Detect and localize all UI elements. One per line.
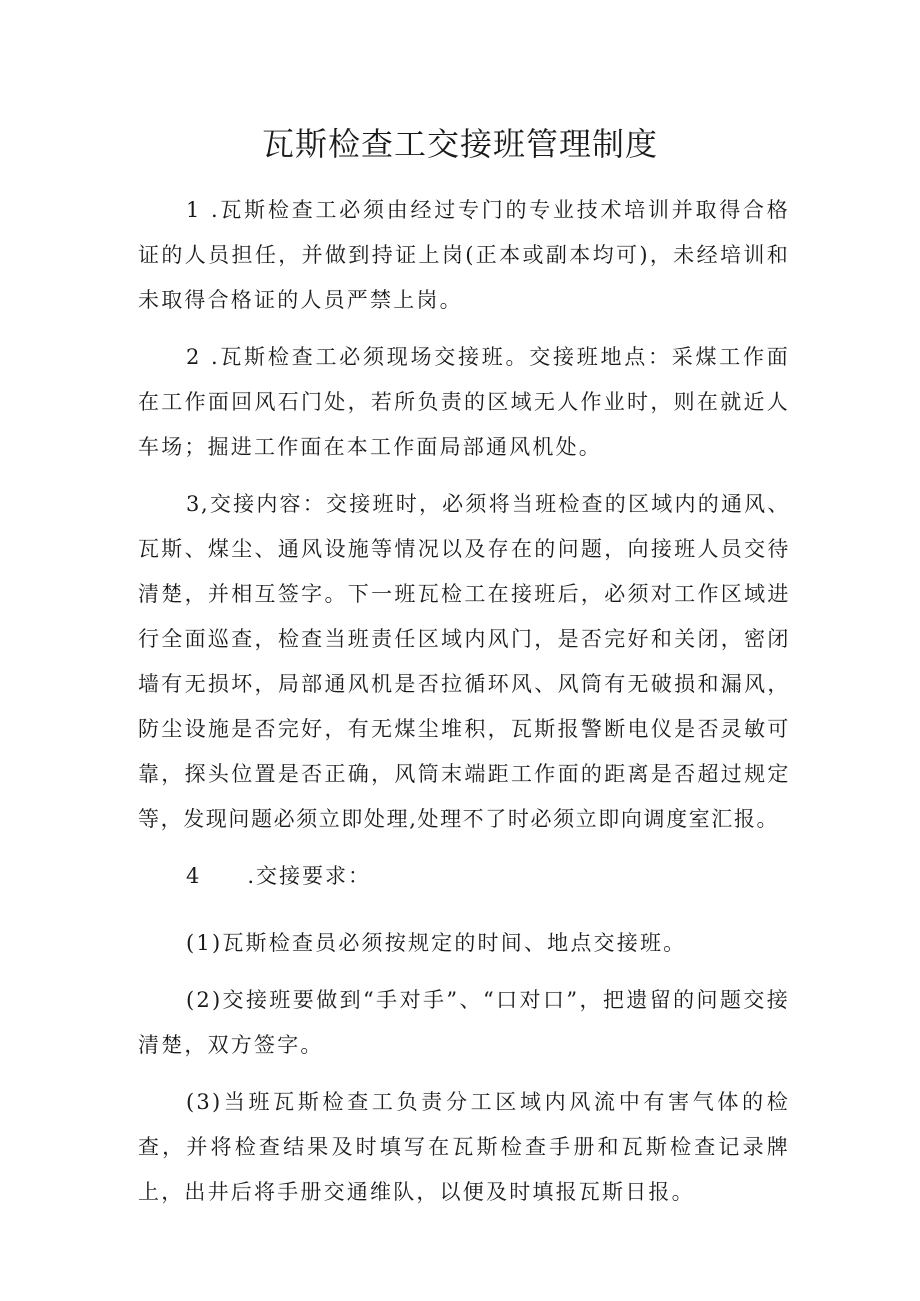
- requirement-item-2: (2)交接班要做到“手对手”、“口对口”，把遗留的问题交接清楚，双方签字。: [138, 988, 790, 1057]
- paragraph-1: 1 .瓦斯检查工必须由经过专门的专业技术培训并取得合格证的人员担任，并做到持证上岗(正本或副本均可)，未经培训和未取得合格证的人员严禁上岗。: [138, 198, 790, 312]
- document-title: 瓦斯检查工交接班管理制度: [261, 125, 658, 163]
- requirements-number: 4: [186, 864, 202, 888]
- requirement-item-1: (1)瓦斯检查员必须按规定的时间、地点交接班。: [186, 931, 687, 955]
- requirement-item-3: (3)当班瓦斯检查工负责分工区域内风流中有害气体的检查，并将检查结果及时填写在瓦斯检查手册和瓦斯检查记录牌上，出井后将手册交通维队，以便及时填报瓦斯日报。: [138, 1090, 790, 1204]
- paragraph-2: 2 .瓦斯检查工必须现场交接班。交接班地点：采煤工作面在工作面回风石门处，若所负责的区域无人作业时，则在就近人车场；掘进工作面在本工作面局部通风机处。: [138, 345, 790, 459]
- paragraph-3: 3,交接内容：交接班时，必须将当班检查的区域内的通风、瓦斯、煤尘、通风设施等情况以及存在的问题，向接班人员交待清楚，并相互签字。下一班瓦检工在接班后，必须对工作区域进行全面巡查，检查当班责任区域内风门，是否完好和关闭，密闭墙有无损坏，局部通风机是否拉循环风、风筒有无破损和漏风，防尘设施是否完好，有无煤尘堆积，瓦斯报警断电仪是否灵敏可靠，探头位置是否正确，风筒末端距工作面的距离是否超过规定等，发现问题必须立即处理,处理不了时必须立即向调度室汇报。: [138, 492, 790, 831]
- requirements-heading-text: .交接要求：: [247, 864, 372, 888]
- document-body: [138, 188, 790, 1227]
- requirements-heading: [138, 854, 790, 899]
